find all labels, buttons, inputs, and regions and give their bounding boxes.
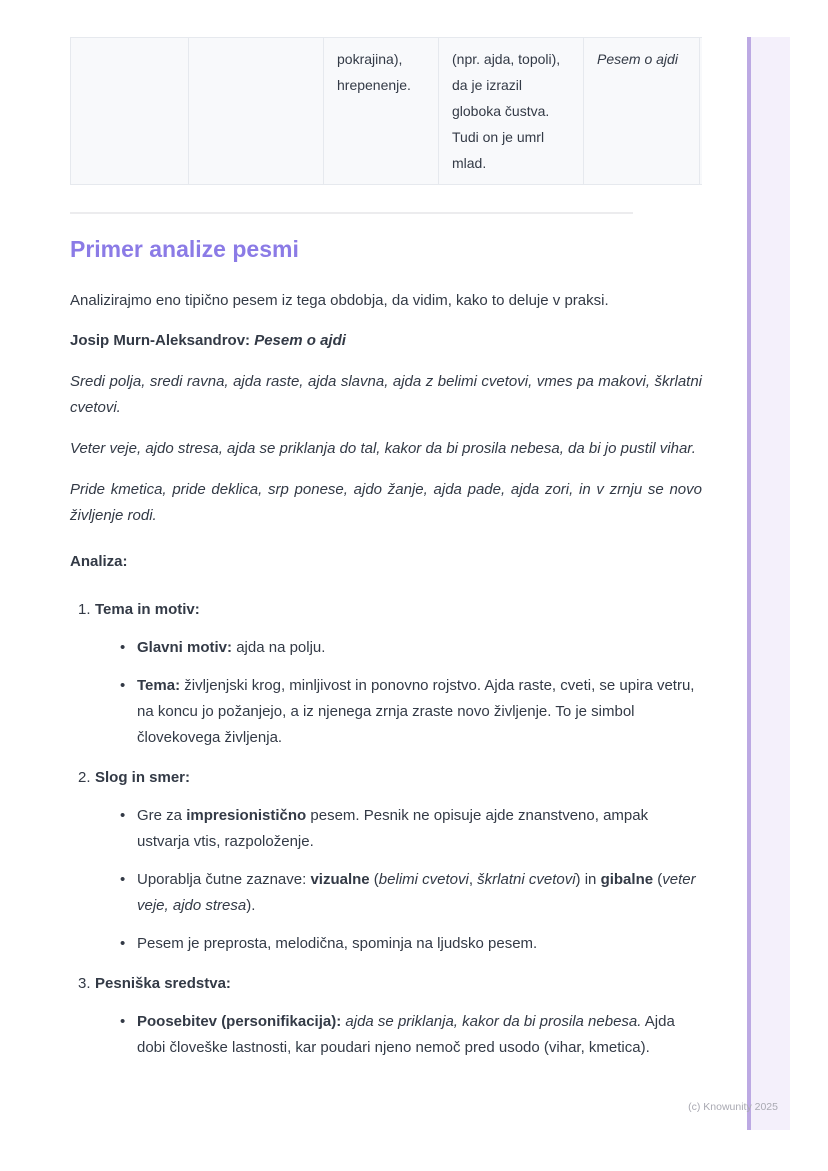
document-content xyxy=(70,37,702,1073)
table-cell xyxy=(70,38,188,184)
numbered-item-heading xyxy=(70,765,702,791)
bullet-text: Tema: življenjski krog, minljivost in ponovno rojstvo. Ajda raste, cveti, se upira vetru, na koncu jo požanjejo, a iz njenega zrnja zraste novo življenje. To je simbol človekovega življenja. xyxy=(137,677,695,746)
item-number: 2. xyxy=(78,769,91,786)
numbered-item xyxy=(70,597,702,751)
analysis-label: Analiza: xyxy=(70,553,128,570)
page-edge-strip xyxy=(747,37,790,1130)
bullet-icon: • xyxy=(120,1013,126,1030)
bullet-icon: • xyxy=(120,935,126,952)
bullet-icon: • xyxy=(120,677,126,694)
numbered-item xyxy=(70,765,702,957)
bullet-text: Pesem je preprosta, melodična, spominja na ljudsko pesem. xyxy=(137,935,538,952)
bullet-item xyxy=(70,931,702,957)
bullet-text: Gre za impresionistično pesem. Pesnik ne opisuje ajde znanstveno, ampak ustvarja vtis, razpoloženje. xyxy=(137,807,649,850)
table-cell: Pesem o ajdi xyxy=(583,38,700,184)
bullet-text: Glavni motiv: ajda na polju. xyxy=(137,639,326,656)
table-cell: pokrajina), hrepenenje. xyxy=(323,38,438,184)
table-cell: (npr. ajda, topoli), da je izrazil globoka čustva. Tudi on je umrl mlad. xyxy=(438,38,583,184)
numbered-item xyxy=(70,971,702,1061)
poem-paragraph: Sredi polja, sredi ravna, ajda raste, ajda slavna, ajda z belimi cvetovi, vmes pa makovi, škrlatni cvetovi. xyxy=(70,373,702,416)
item-title: Tema in motiv: xyxy=(95,601,200,618)
poem-paragraph: Pride kmetica, pride deklica, srp ponese, ajdo žanje, ajda pade, ajda zori, in v zrnju se novo življenje rodi. xyxy=(70,481,702,524)
poem-author-line: Josip Murn-Aleksandrov: Pesem o ajdi xyxy=(70,332,346,349)
analysis-list xyxy=(70,597,702,1061)
numbered-item-heading xyxy=(70,597,702,623)
item-title: Slog in smer: xyxy=(95,769,191,786)
bullet-item xyxy=(70,673,702,751)
numbered-item-heading xyxy=(70,971,702,997)
bullet-icon: • xyxy=(120,639,126,656)
bullet-item xyxy=(70,1009,702,1061)
item-number: 3. xyxy=(78,975,91,992)
bullet-item xyxy=(70,803,702,855)
bullet-item xyxy=(70,867,702,919)
copyright-footer: (c) Knowunity 2025 xyxy=(688,1101,778,1113)
section-divider xyxy=(70,212,633,214)
bullet-text: Poosebitev (personifikacija): ajda se priklanja, kakor da bi prosila nebesa. Ajda dobi človeške lastnosti, kar poudari njeno nemoč pred usodo (vihar, kmetica). xyxy=(137,1013,675,1056)
table-cell xyxy=(188,38,323,184)
page-title: Primer analize pesmi xyxy=(70,236,299,262)
bullet-icon: • xyxy=(120,807,126,824)
bullet-text: Uporablja čutne zaznave: vizualne (belimi cvetovi, škrlatni cvetovi) in gibalne (veter veje, ajdo stresa). xyxy=(137,871,696,914)
intro-paragraph: Analizirajmo eno tipično pesem iz tega obdobja, da vidim, kako to deluje v praksi. xyxy=(70,292,609,309)
bullet-item xyxy=(70,635,702,661)
table-fragment xyxy=(70,37,702,185)
item-number: 1. xyxy=(78,601,91,618)
item-title: Pesniška sredstva: xyxy=(95,975,231,992)
bullet-icon: • xyxy=(120,871,126,888)
poem-paragraph: Veter veje, ajdo stresa, ajda se priklanja do tal, kakor da bi prosila nebesa, da bi jo pustil vihar. xyxy=(70,440,696,457)
